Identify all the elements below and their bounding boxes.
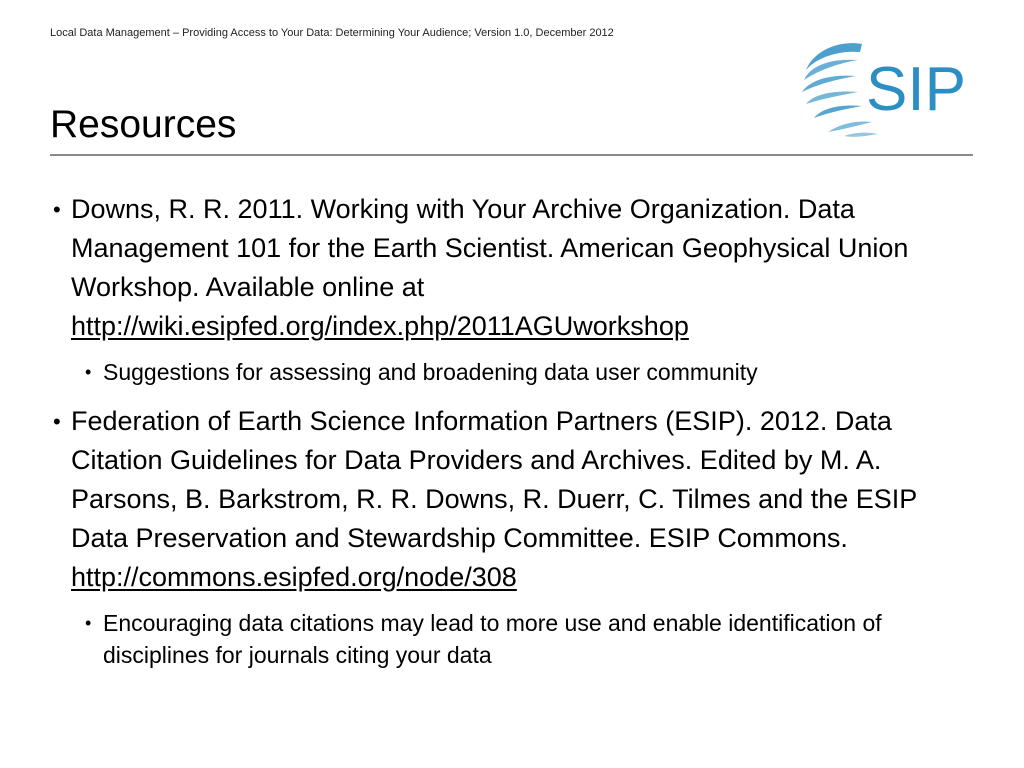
resource-link[interactable]: http://wiki.esipfed.org/index.php/2011AGUworkshop	[71, 311, 689, 341]
header-note: Local Data Management – Providing Access to Your Data: Determining Your Audience; Version 1.0, December 2012	[50, 27, 614, 39]
resource-subpoint	[50, 356, 980, 388]
title-divider	[50, 154, 973, 156]
resource-citation-text: Federation of Earth Science Information Partners (ESIP). 2012. Data Citation Guidelines for Data Providers and Archives. Edited by M. A. Parsons, B. Barkstrom, R. R. Downs, R. Duerr, C. Tilmes and the ESIP Data Preservation and Stewardship Committee. ESIP Commons.	[71, 406, 917, 553]
resource-subpoint-text: Suggestions for assessing and broadening data user community	[103, 359, 758, 385]
bullet: •	[53, 197, 61, 222]
bullet: •	[85, 613, 92, 633]
logo-text: SIP	[866, 55, 966, 124]
resource-item-downs	[50, 190, 980, 346]
resource-subpoint	[50, 607, 980, 671]
bullet: •	[85, 362, 92, 382]
page-title: Resources	[50, 103, 237, 146]
resource-item-esip	[50, 402, 980, 597]
resource-subpoint-text: Encouraging data citations may lead to more use and enable identification of disciplines for journals citing your data	[103, 610, 882, 668]
esip-logo	[800, 36, 970, 140]
resource-list	[50, 190, 980, 671]
bullet: •	[53, 409, 61, 434]
resource-link[interactable]: http://commons.esipfed.org/node/308	[71, 562, 517, 592]
resource-citation-text: Downs, R. R. 2011. Working with Your Archive Organization. Data Management 101 for the Earth Scientist. American Geophysical Union Workshop. Available online at	[71, 194, 909, 302]
